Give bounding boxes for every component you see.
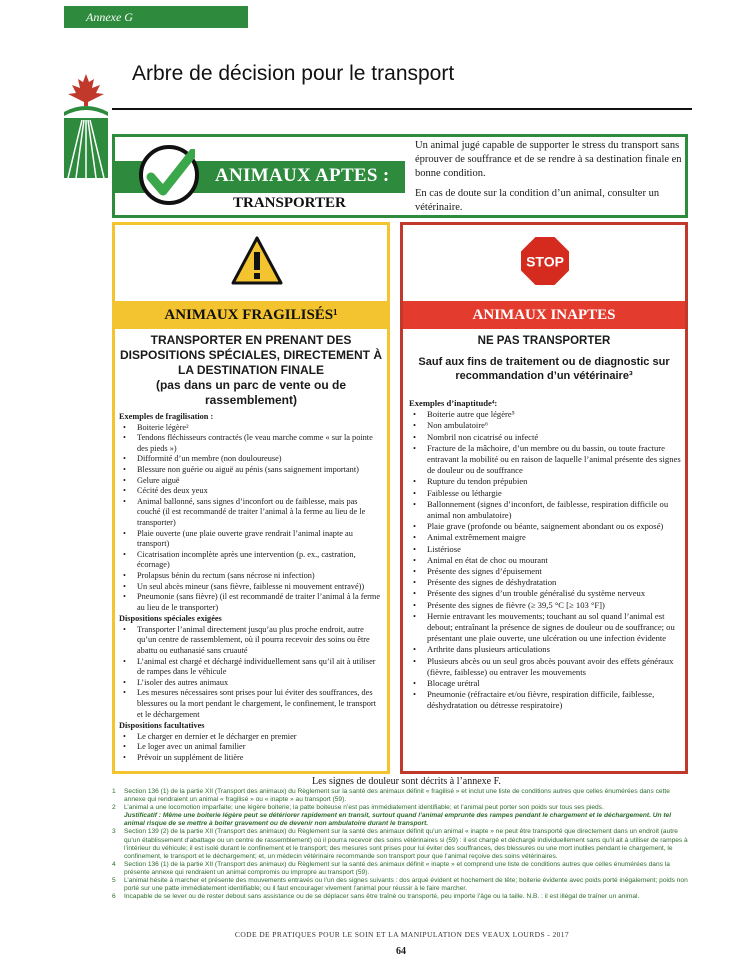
list-item: • Présente des signes de déshydratation (409, 577, 683, 588)
footnote-text: Section 136 (1) de la partie XII (Transport des animaux) du Règlement sur la santé des animaux définit « inapte » et comprend une liste de conditions autres que celles énumérées dans la présente annexe qui rendraient un animal compromis ou impropre au transport (59). (124, 860, 670, 876)
fragile-lead-paren: (pas dans un parc de vente ou de rassemblement) (155, 378, 347, 407)
footnote-number: 3 (112, 828, 116, 836)
list-item: • Listériose (409, 544, 683, 555)
list-item: • Un seul abcès mineur (sans fièvre, faiblesse ni mouvement entravé)) (119, 582, 383, 593)
list-item: • Transporter l’animal directement jusqu’au plus proche endroit, autre qu’un centre de rassemblement, où il pourra recevoir des soins ou être abattu ou euthanasié sans cruauté (119, 625, 383, 657)
fragile-optional-heading: Dispositions facultatives (119, 721, 205, 731)
list-item: • Gelure aiguë (119, 476, 383, 487)
footnote (112, 893, 692, 901)
footnote-text: L’animal a une locomotion imparfaite; une légère boiterie; la patte boiteuse n’est pas immédiatement identifiable; et l’animal peut porter son poids sur tous ses pieds. (124, 804, 604, 812)
footnote-justification: Justificatif : Même une boiterie légère peut se détériorer rapidement en transit, surtout quand l’animal emprunte des rampes pendant le chargement et le déchargement. Un tel animal risque de se mettre à boiter gravement ou de devenir non ambulatoire durant le transport. (124, 812, 672, 828)
list-item: • Animal ballonné, sans signes d’inconfort ou de faiblesse, mais pas couché (il est recommandé de traiter l’animal à la ferme au lieu de le transporter) (119, 497, 383, 529)
footnote (112, 828, 692, 860)
list-item: • Pneumonie (sans fièvre) (il est recommandé de traiter l’animal à la ferme au lieu de le transporter) (119, 592, 383, 613)
footnote-number: 2 (112, 804, 116, 812)
list-item: • Boiterie autre que légère⁵ (409, 409, 683, 420)
fragile-special-heading: Dispositions spéciales exigées (119, 614, 222, 624)
list-item: • Le loger avec un animal familier (119, 742, 383, 753)
list-item: • Plaie ouverte (une plaie ouverte grave rendrait l’animal inapte au transport) (119, 529, 383, 550)
list-item: • Plusieurs abcès ou un seul gros abcès pouvant avoir des effets généraux (fièvre, faiblesse) ou entraver les mouvements (409, 656, 683, 678)
unfit-lists (409, 397, 683, 712)
fragile-animals-column (112, 222, 390, 774)
list-item: • Tendons fléchisseurs contractés (le veau marche comme « sur la pointe des pieds ») (119, 433, 383, 454)
stop-sign-icon (519, 235, 571, 287)
fragile-title: ANIMAUX FRAGILISÉS¹ (115, 301, 387, 329)
list-item: • Arthrite dans plusieurs articulations (409, 644, 683, 655)
fragile-lists (119, 411, 383, 764)
list-item: • Animal extrêmement maigre (409, 532, 683, 543)
list-item: • Pneumonie (réfractaire et/ou fièvre, respiration difficile, faiblesse, déshydratation ou détresse respiratoire) (409, 689, 683, 711)
warning-icon (231, 235, 283, 287)
list-item: • Boiterie légère² (119, 423, 383, 434)
unfit-title: ANIMAUX INAPTES (403, 301, 685, 329)
footnote-text: L’animal hésite à marcher et présente des mouvements entravés ou l’un des signes suivants : dos arqué évident et hochement de tête; boiterie évidente avec poids porté inégalement; poids non porté sur une patte immédiatement identifiable; ou il faut encourager vivement l’animal pour réussir à le faire marcher. (124, 877, 688, 893)
list-item: • Fracture de la mâchoire, d’un membre ou du bassin, ou toute fracture entravant la mobilité ou en raison de laquelle l’animal présente des signes de douleur ou de souffrance (409, 443, 683, 477)
list-item: • Non ambulatoire⁶ (409, 420, 683, 431)
footer-code-title: CODE DE PRATIQUES POUR LE SOIN ET LA MANIPULATION DES VEAUX LOURDS - 2017 (234, 930, 570, 939)
list-item: • Blocage urétral (409, 678, 683, 689)
fit-desc-2: En cas de doute sur la condition d’un animal, consulter un vétérinaire. (415, 188, 660, 213)
footnote-text: Incapable de se lever ou de rester debout sans assistance ou de se déplacer sans être traîné ou transporté, peu importe l’âge ou la taille. N.B. : il est illégal de traîner un animal. (124, 893, 640, 901)
list-item: • Difformité d’un membre (non douloureuse) (119, 454, 383, 465)
page-number: 64 (396, 946, 406, 957)
list-item: • Ballonnement (signes d’inconfort, de faiblesse, respiration difficile ou animal non ambulatoire) (409, 499, 683, 521)
fragile-examples-heading: Exemples de fragilisation : (119, 412, 214, 421)
footnote (112, 788, 692, 804)
list-item: • Présente des signes d’un trouble généralisé du système nerveux (409, 588, 683, 599)
list-item: • Cicatrisation incomplète après une intervention (p. ex., castration, écornage) (119, 550, 383, 571)
footnote-text: Section 136 (1) de la partie XII (Transport des animaux) du Règlement sur la santé des animaux définit « fragilisé » et inclut une liste de conditions autres que celles énumérées dans cette annexe qui rendraient un animal « fragilisé » ou « inapte » au transport (59). (124, 788, 670, 804)
list-item: • Prévoir un supplément de litière (119, 753, 383, 764)
footnote-number: 4 (112, 860, 116, 868)
footnote (112, 877, 692, 893)
unfit-lead: NE PAS TRANSPORTER (477, 335, 611, 347)
list-item: • Blessure non guérie ou aiguë au pénis (sans saignement important) (119, 465, 383, 476)
fit-header (115, 137, 405, 215)
stop-sign-text: STOP (526, 253, 564, 270)
annex-tab: Annexe G (64, 6, 248, 28)
fit-animals-box (112, 134, 688, 218)
maple-leaf-logo (62, 72, 110, 180)
unfit-animals-column (400, 222, 688, 774)
list-item: • Rupture du tendon prépubien (409, 476, 683, 487)
footnote-number: 1 (112, 788, 116, 795)
list-item: • L’animal est chargé et déchargé individuellement sans qu’il ait à utiliser de rampes dans le véhicule (119, 657, 383, 678)
footnote-number: 5 (112, 877, 116, 885)
fragile-lead (119, 333, 383, 408)
list-item: • Plaie grave (profonde ou béante, saignement abondant ou os exposé) (409, 521, 683, 532)
title-divider (112, 108, 692, 110)
footnote-number: 6 (112, 893, 116, 901)
footnote-text: Section 139 (2) de la partie XII (Transport des animaux) du Règlement sur la santé des animaux définit qu’un animal « inapte » ne peut être transporté que directement dans un endroit (autre qu’un établissement d’abattage ou un centre de rassemblement) où il pourra recevoir des soins vétérinaires si (59) : il est chargé et déchargé individuellement sans qu’il ait à utiliser de rampes à l’intérieur du véhicule; il est isolé durant le confinement et le transport; des mesures sont prises pour lui éviter des souffrances, des blessures ou une mort inutiles pendant le chargement, le confinement, le transport et le déchargement; et, un médecin vétérinaire recommande son transport pour que l’animal reçoive des soins vétérinaires. (124, 828, 688, 860)
fit-subtitle: TRANSPORTER (233, 195, 346, 211)
list-item: • Nombril non cicatrisé ou infecté (409, 432, 683, 443)
list-item: • L’isoler des autres animaux (119, 678, 383, 689)
list-item: • Présente des signes d’épuisement (409, 566, 683, 577)
fragile-special-list (119, 625, 383, 720)
list-item: • Présente des signes de fièvre (≥ 39,5 °C [≥ 103 °F]) (409, 600, 683, 611)
pain-signs-note: Les signes de douleur sont décrits à l’annexe F. (312, 776, 501, 787)
footnote (112, 861, 692, 877)
list-item: • Les mesures nécessaires sont prises pour lui éviter des souffrances, des blessures ou la mort pendant le chargement, le confinement, le transport et le déchargement (119, 688, 383, 720)
checkmark-icon (139, 145, 199, 205)
fragile-lead-text: TRANSPORTER EN PRENANT DES DISPOSITIONS SPÉCIALES, DIRECTEMENT À LA DESTINATION FINALE (119, 333, 383, 377)
fragile-examples-list (119, 423, 383, 614)
fit-title: ANIMAUX APTES : (215, 165, 390, 186)
footnotes (112, 788, 692, 901)
fit-desc-1: Un animal jugé capable de supporter le stress du transport sans éprouver de souffrance et de se rendre à sa destination finale en bonne condition. (415, 140, 682, 179)
unfit-examples-heading: Exemples d’inaptitude⁴: (409, 398, 498, 408)
list-item: • Faiblesse ou léthargie (409, 488, 683, 499)
list-item: • Hernie entravant les mouvements; touchant au sol quand l’animal est debout; entraînant la présence de signes de douleur ou de souffrance; ou présentant une plaie ouverte, une ulcération ou une infection évidente (409, 611, 683, 645)
list-item: • Cécité des deux yeux (119, 486, 383, 497)
unfit-examples-list (409, 409, 683, 711)
footnote (112, 804, 692, 812)
fit-description (415, 139, 683, 221)
list-item: • Le charger en dernier et le décharger en premier (119, 732, 383, 743)
list-item: • Animal en état de choc ou mourant (409, 555, 683, 566)
list-item: • Prolapsus bénin du rectum (sans nécrose ni infection) (119, 571, 383, 582)
page-title: Arbre de décision pour le transport (132, 62, 455, 85)
fragile-optional-list (119, 732, 383, 764)
unfit-lead-2: Sauf aux fins de traitement ou de diagnostic sur recommandation d’un vétérinaire³ (418, 356, 670, 382)
